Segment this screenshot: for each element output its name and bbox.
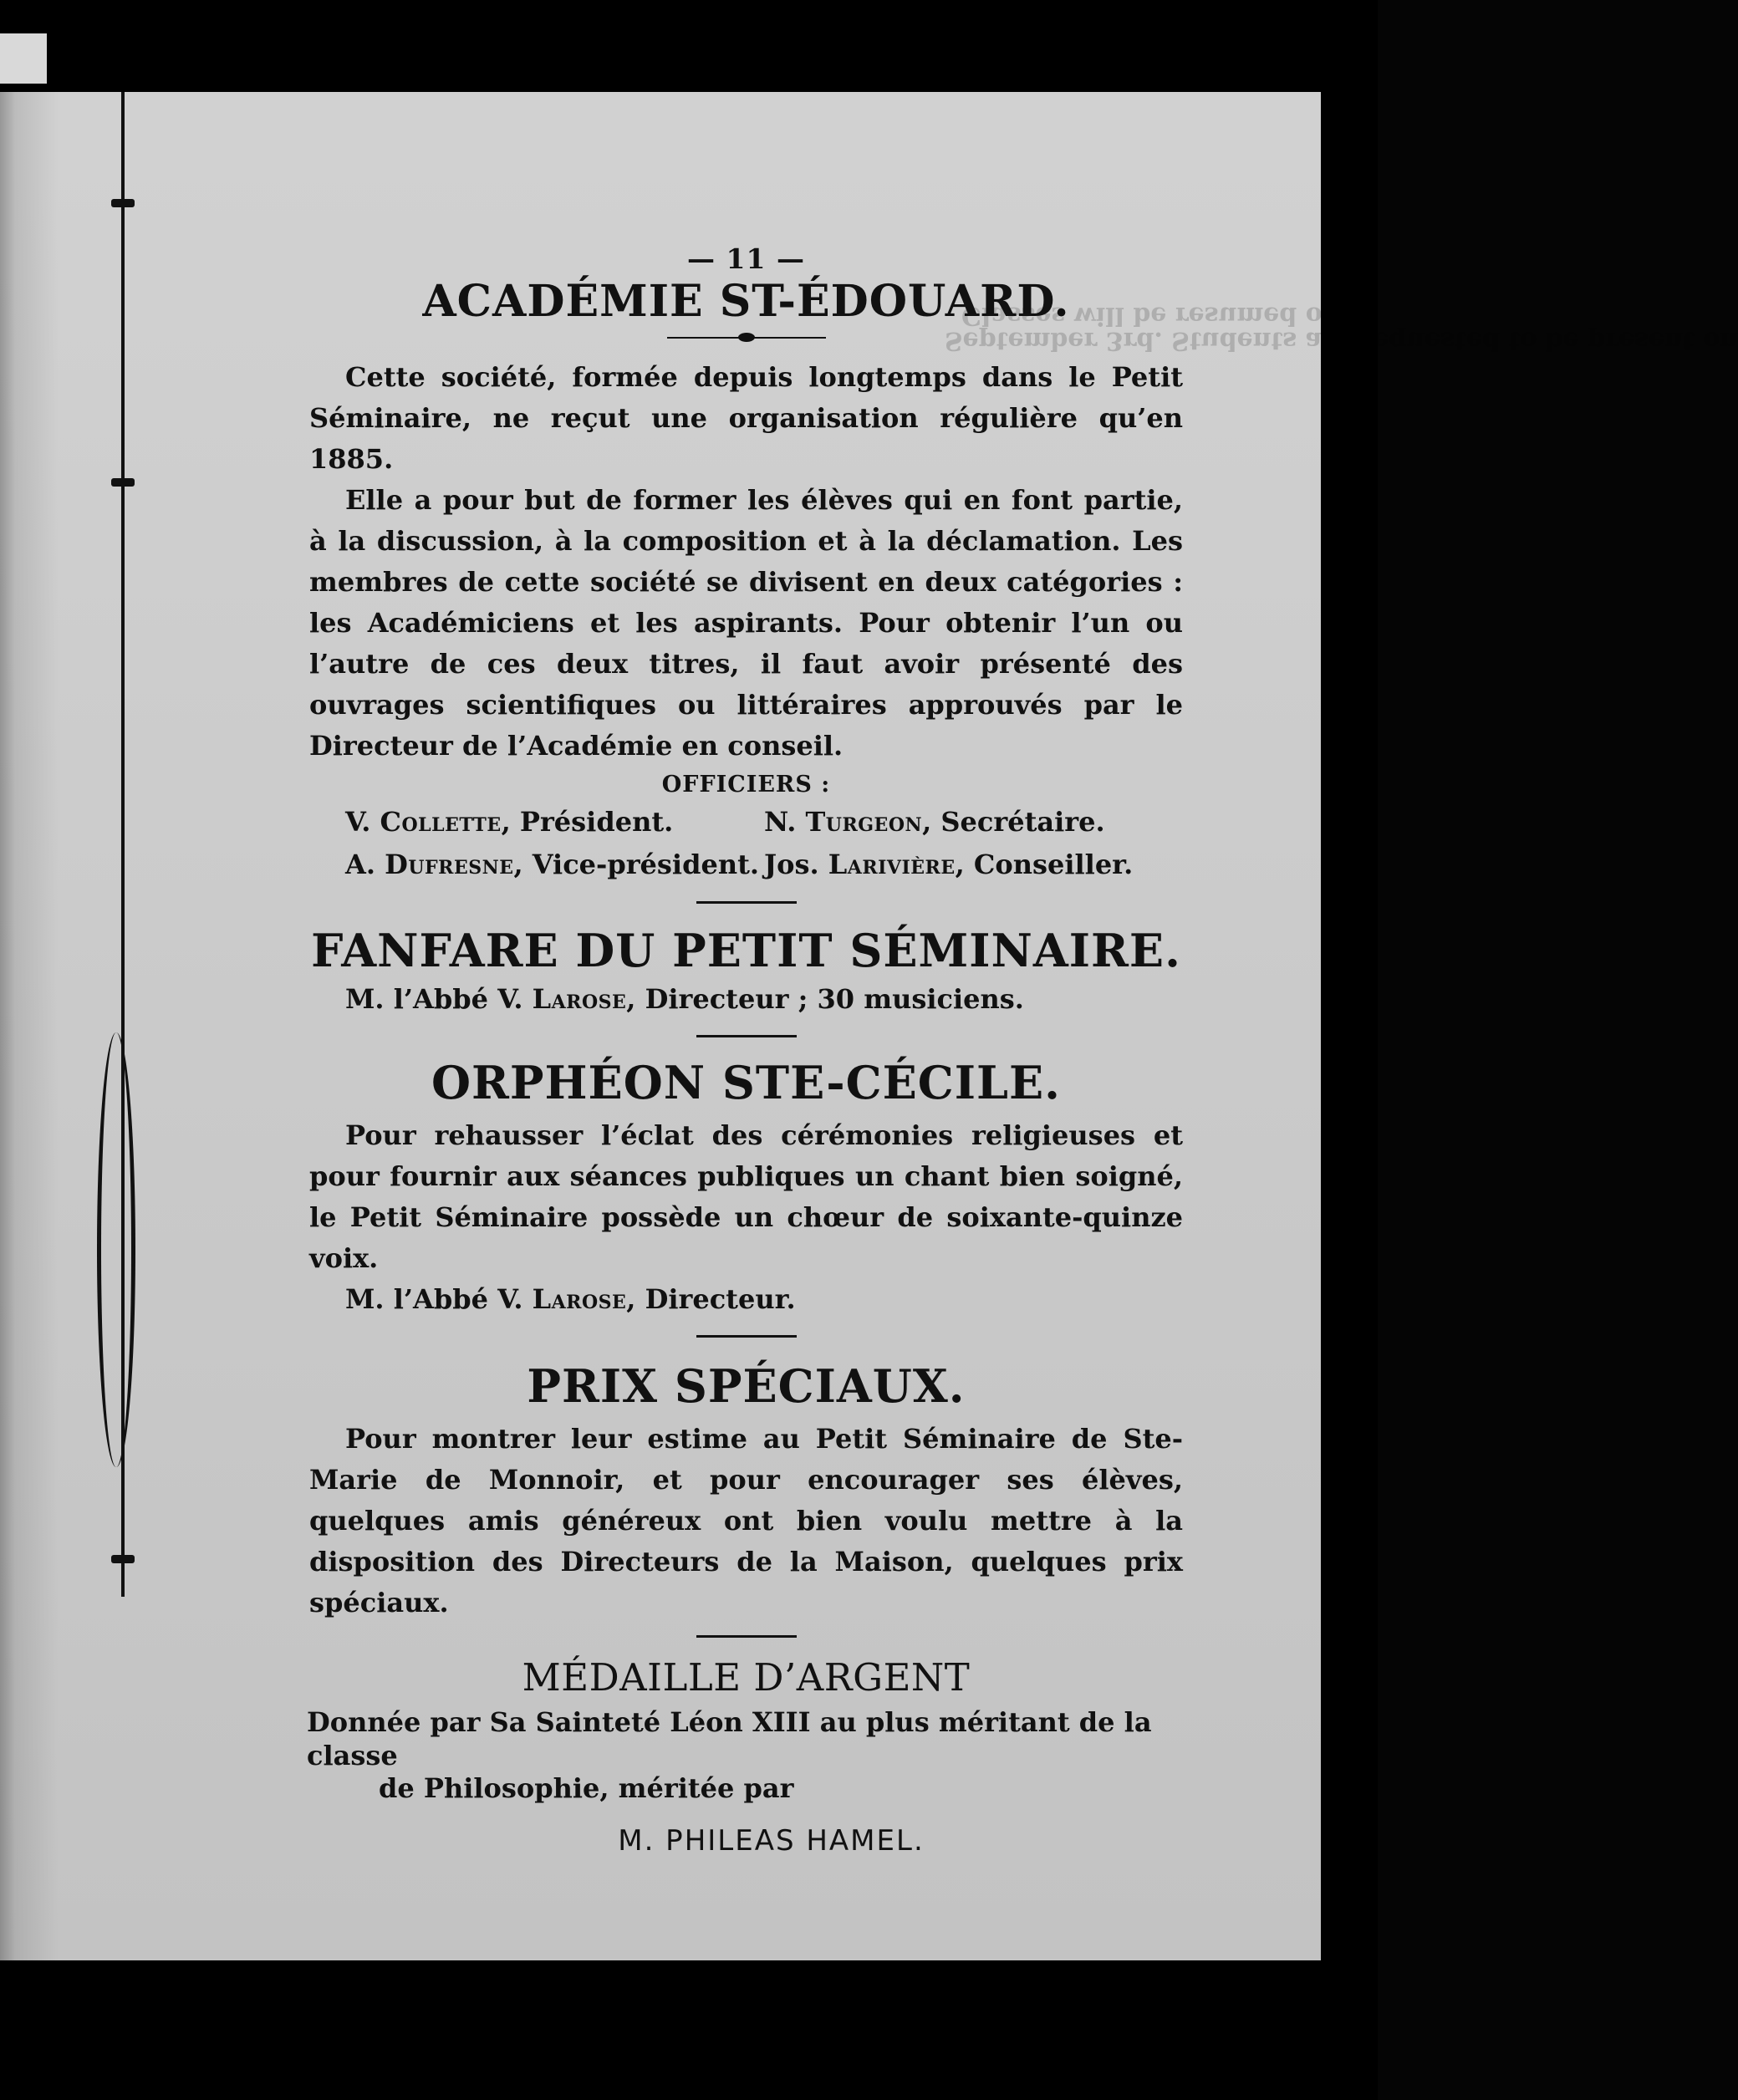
section-divider	[696, 1635, 797, 1638]
academie-paragraph-2: Elle a pour but de former les élèves qui en font partie, à la discussion, à la composition et à la déclamation. Les membres de cette société se divisent en deux catégories : les Académiciens et les aspirants. Pour obtenir l’un ou l’autre de ces deux titres, il faut avoir présenté des ouvrages scientifiques ou littéraires approuvés par le Directeur de l’Académie en conseil.	[309, 483, 1183, 762]
officer-entry	[764, 801, 1183, 844]
academie-paragraph-1: Cette société, formée depuis longtemps dans le Petit Séminaire, ne reçut une organisation régulière qu’en 1885.	[309, 360, 1183, 475]
prix-paragraph: Pour montrer leur estime au Petit Séminaire de Ste-Marie de Monnoir, et pour encourager ses élèves, quelques amis généreux ont bien voulu mettre à la disposition des Directeurs de la Maison, quelques prix spéciaux.	[309, 1422, 1183, 1618]
officer-surname: Dufresne	[385, 848, 514, 880]
title-ornament	[667, 337, 826, 339]
section-divider	[696, 1035, 797, 1037]
fanfare-director-suffix: , Directeur ; 30 musiciens.	[626, 983, 1024, 1016]
officer-entry	[764, 844, 1183, 886]
section-title-orpheon: ORPHÉON STE-CÉCILE.	[431, 1056, 1061, 1110]
officer-surname: Collette	[380, 805, 502, 838]
orpheon-director-prefix: M. l’Abbé V.	[345, 1282, 523, 1315]
medaille-donor-line-2: de Philosophie, méritée par	[379, 1771, 794, 1804]
bleed-through-text: Classes will be resumed on	[961, 301, 1341, 330]
fanfare-director-prefix: M. l’Abbé V.	[345, 983, 523, 1016]
page-number: — 11 —	[687, 242, 805, 275]
bleed-through-text: September 3rd. Students are requested to be present on	[945, 326, 1738, 355]
officer-initial: Jos.	[764, 848, 819, 880]
officer-surname: Larivière	[828, 848, 956, 880]
orpheon-director-surname: Larose	[532, 1282, 627, 1315]
facing-page-edge	[0, 33, 47, 84]
section-title-academie: ACADÉMIE ST-ÉDOUARD.	[422, 276, 1070, 327]
officer-initial: N.	[764, 805, 797, 838]
officers-list	[309, 801, 1183, 886]
binding-stitch	[111, 1555, 135, 1563]
section-title-fanfare: FANFARE DU PETIT SÉMINAIRE.	[311, 923, 1181, 977]
binding-stitch	[111, 199, 135, 207]
section-divider	[696, 1335, 797, 1338]
orpheon-director-line	[309, 1279, 1183, 1320]
officer-role: , Conseiller.	[955, 848, 1134, 880]
officer-role: , Vice-président.	[513, 848, 759, 880]
officer-initial: A.	[345, 848, 375, 880]
section-divider	[696, 901, 797, 904]
binding-thread	[97, 1032, 135, 1467]
medaille-donor-line: Donnée par Sa Sainteté Léon XIII au plus méritant de la classe	[307, 1705, 1152, 1771]
officer-entry	[345, 801, 764, 844]
officer-initial: V.	[345, 805, 371, 838]
binding-stitch	[111, 478, 135, 487]
fanfare-director-line	[309, 979, 1183, 1020]
orpheon-paragraph: Pour rehausser l’éclat des cérémonies religieuses et pour fournir aux séances publiques un chant bien soigné, le Petit Séminaire possède un chœur de soixante-quinze voix.	[309, 1119, 1183, 1274]
medaille-winner: M. PHILEAS HAMEL.	[618, 1823, 925, 1858]
officer-role: , Secrétaire.	[922, 805, 1105, 838]
officer-surname: Turgeon	[805, 805, 923, 838]
orpheon-director-suffix: , Directeur.	[626, 1282, 796, 1315]
officer-entry	[345, 844, 764, 886]
officers-heading: OFFICIERS :	[661, 771, 831, 798]
section-title-prix: PRIX SPÉCIAUX.	[527, 1358, 966, 1413]
section-title-medaille: MÉDAILLE D’ARGENT	[522, 1654, 971, 1700]
page-content	[309, 242, 1183, 1858]
officer-role: , Président.	[501, 805, 674, 838]
fanfare-director-surname: Larose	[532, 983, 627, 1016]
